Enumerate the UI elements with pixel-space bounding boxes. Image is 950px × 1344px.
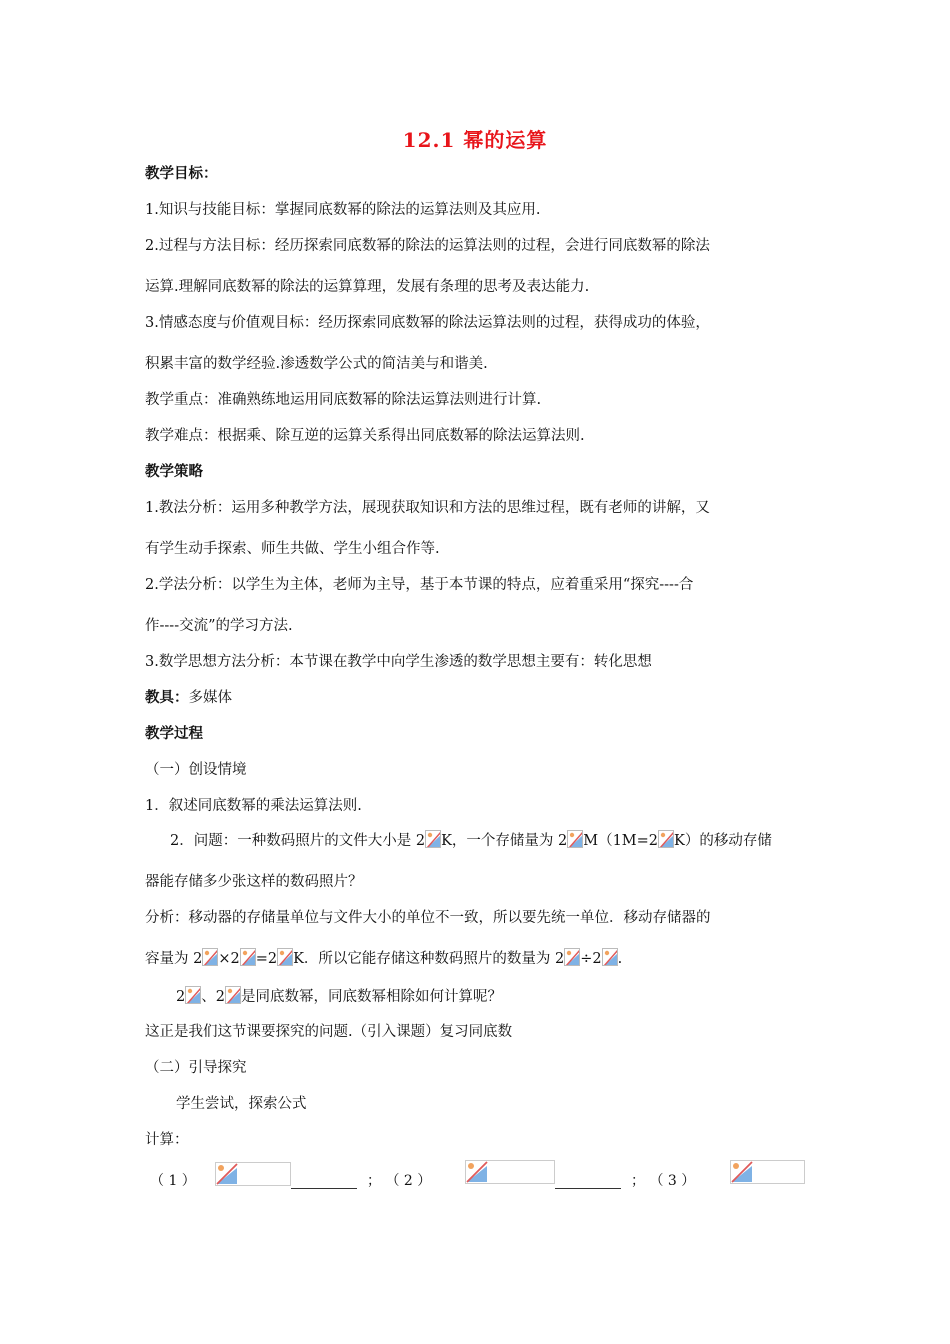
intro-line: 这正是我们这节课要探究的问题.（引入课题）复习同底数 <box>145 1024 513 1040</box>
step-2-line1: 2．问题：一种数码照片的文件大小是 2 K，一个存储量为 2 M（1M=2 K）的移动存储 <box>170 830 772 851</box>
page-title: 12.1 幂的运算 <box>402 128 548 152</box>
strategy-2-line2: 作----交流”的学习方法. <box>145 618 293 634</box>
analysis-line1: 分析：移动器的存储量单位与文件大小的单位不一致，所以要先统一单位．移动存储器的 <box>145 910 711 926</box>
broken-image-icon <box>567 830 583 848</box>
calc-2-label: ； （ 2 ） <box>367 1173 432 1189</box>
process-heading: 教学过程 <box>145 725 203 742</box>
calc-3-label: ； （ 3 ） <box>631 1173 696 1189</box>
question-line: 2 、2 是同底数幂，同底数幂相除如何计算呢？ <box>176 986 502 1007</box>
compute-label: 计算： <box>145 1132 189 1148</box>
answer-blank-2[interactable] <box>555 1162 621 1189</box>
answer-blank-1[interactable] <box>291 1162 357 1189</box>
broken-image-icon <box>564 948 580 966</box>
strategy-2-line1: 2.学法分析：以学生为主体，老师为主导，基于本节课的特点，应着重采用“探究----合 <box>145 577 694 593</box>
tools-label: 教具： <box>145 689 189 706</box>
strategy-3: 3.数学思想方法分析：本节课在教学中向学生渗透的数学思想主要有：转化思想 <box>145 654 652 670</box>
objective-2-line2: 运算.理解同底数幂的除法的运算算理，发展有条理的思考及表达能力. <box>145 279 590 295</box>
calculation-row <box>145 1160 810 1190</box>
broken-image-icon <box>277 948 293 966</box>
broken-image-icon <box>731 1161 753 1183</box>
objective-3-line1: 3.情感态度与价值观目标：经历探索同底数幂的除法运算法则的过程，获得成功的体验， <box>145 315 710 331</box>
objectives-heading: 教学目标： <box>145 165 218 182</box>
broken-image-icon <box>202 948 218 966</box>
objective-2-line1: 2.过程与方法目标：经历探索同底数幂的除法的运算法则的过程，会进行同底数幂的除法 <box>145 238 710 254</box>
student-try: 学生尝试，探索公式 <box>176 1096 307 1112</box>
broken-image-icon <box>240 948 256 966</box>
formula-image-1 <box>215 1162 291 1186</box>
step-2-line2: 器能存储多少张这样的数码照片？ <box>145 874 363 890</box>
broken-image-icon <box>216 1163 238 1185</box>
broken-image-icon <box>658 830 674 848</box>
difficulty: 教学难点：根据乘、除互逆的运算关系得出同底数幂的除法运算法则. <box>145 428 585 444</box>
broken-image-icon <box>602 948 618 966</box>
key-point: 教学重点：准确熟练地运用同底数幂的除法运算法则进行计算. <box>145 392 542 408</box>
strategy-1-line1: 1.教法分析：运用多种教学方法，展现获取知识和方法的思维过程，既有老师的讲解，又 <box>145 500 710 516</box>
analysis-line2: 容量为 2 ×2 =2 K．所以它能存储这种数码照片的数量为 2 ÷2 . <box>145 948 622 969</box>
broken-image-icon <box>425 830 441 848</box>
formula-image-2 <box>465 1160 555 1184</box>
broken-image-icon <box>185 986 201 1004</box>
objective-1: 1.知识与技能目标：掌握同底数幂的除法的运算法则及其应用. <box>145 202 541 218</box>
strategy-heading: 教学策略 <box>145 463 203 480</box>
formula-image-3 <box>730 1160 805 1184</box>
strategy-1-line2: 有学生动手探索、师生共做、学生小组合作等. <box>145 541 440 557</box>
broken-image-icon <box>225 986 241 1004</box>
broken-image-icon <box>466 1161 488 1183</box>
step-1: 1．叙述同底数幂的乘法运算法则. <box>145 798 362 814</box>
tools-value: 多媒体 <box>188 690 232 706</box>
section-1-heading: （一）创设情境 <box>145 762 247 778</box>
tools <box>145 688 232 708</box>
objective-3-line2: 积累丰富的数学经验.渗透数学公式的简洁美与和谐美. <box>145 356 488 372</box>
section-2-heading: （二）引导探究 <box>145 1060 247 1076</box>
calc-1-label: （ 1 ） <box>150 1173 196 1189</box>
